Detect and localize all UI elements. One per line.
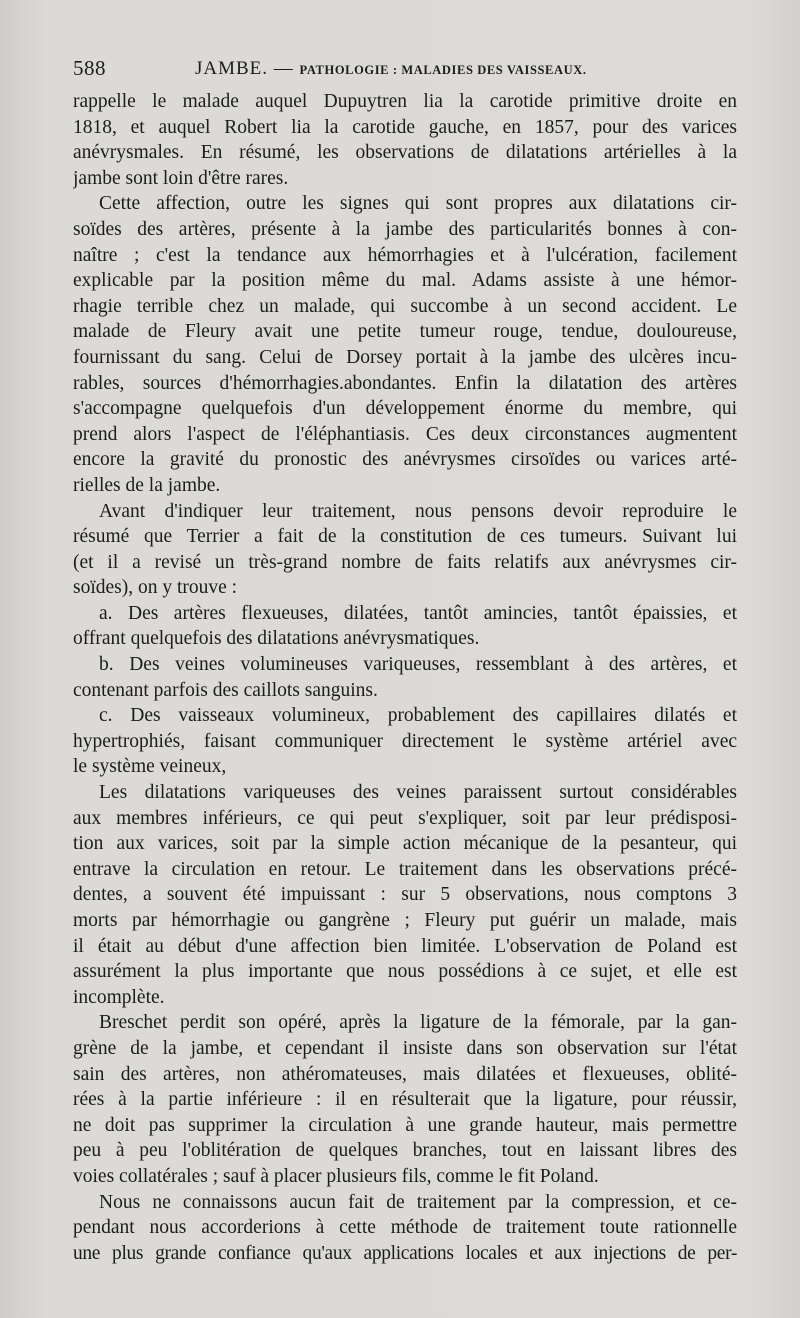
text-line: rées à la partie inférieure : il en résulterait que la ligature, pour réussir, xyxy=(73,1089,737,1111)
text-line: rhagie terrible chez un malade, qui succombe à un second accident. Le xyxy=(73,295,737,317)
running-head-main: JAMBE. xyxy=(195,58,269,79)
text-line: soïdes), on y trouve : xyxy=(73,577,238,599)
text-line: voies collatérales ; sauf à placer plusieurs fils, comme le fit Poland. xyxy=(73,1165,599,1187)
text-line: Les dilatations variqueuses des veines paraissent surtout considérables xyxy=(99,782,737,804)
text-line: offrant quelquefois des dilatations anévrysmatiques. xyxy=(73,628,480,650)
text-line: assurément la plus importante que nous possédions à ce sujet, et elle est xyxy=(73,961,737,983)
text-line: malade de Fleury avait une petite tumeur rouge, tendue, douloureuse, xyxy=(73,321,737,343)
text-line: b. Des veines volumineuses variqueuses, ressemblant à des artères, et xyxy=(99,654,737,676)
body-text xyxy=(73,89,737,1266)
text-line: Avant d'indiquer leur traitement, nous pensons devoir reproduire le xyxy=(99,500,737,522)
text-line: soïdes des artères, présente à la jambe des particularités bonnes à con- xyxy=(73,218,737,240)
text-line: Cette affection, outre les signes qui sont propres aux dilatations cir- xyxy=(99,193,737,215)
running-head-dash: — xyxy=(273,58,294,79)
running-head-title xyxy=(195,58,587,80)
text-line: hypertrophiés, faisant communiquer directement le système artériel avec xyxy=(73,730,737,752)
text-line: s'accompagne quelquefois d'un développement énorme du membre, qui xyxy=(73,398,737,420)
text-line: Breschet perdit son opéré, après la ligature de la fémorale, par la gan- xyxy=(99,1012,737,1034)
text-line: une plus grande confiance qu'aux applications locales et aux injections de per- xyxy=(73,1242,737,1264)
text-line: tion aux varices, soit par la simple action mécanique de la pesanteur, qui xyxy=(73,833,737,855)
text-line: explicable par la position même du mal. Adams assiste à une hémor- xyxy=(73,270,737,292)
text-line: pendant nous accorderions à cette méthode de traitement toute rationnelle xyxy=(73,1217,737,1239)
text-line: c. Des vaisseaux volumineux, probablement des capillaires dilatés et xyxy=(99,705,737,727)
text-line: morts par hémorrhagie ou gangrène ; Fleury put guérir un malade, mais xyxy=(73,910,737,931)
text-line: (et il a revisé un très-grand nombre de faits relatifs aux anévrysmes cir- xyxy=(73,551,737,573)
text-line: résumé que Terrier a fait de la constitution de ces tumeurs. Suivant lui xyxy=(73,526,737,548)
text-line: entrave la circulation en retour. Le traitement dans les observations précé- xyxy=(73,858,737,880)
text-line: il était au début d'une affection bien limitée. L'observation de Poland est xyxy=(73,935,737,957)
text-line: dentes, a souvent été impuissant : sur 5 observations, nous comptons 3 xyxy=(73,884,737,906)
text-line: anévrysmales. En résumé, les observations de dilatations artérielles à la xyxy=(73,142,737,164)
text-line: rielles de la jambe. xyxy=(73,474,221,496)
text-line: a. Des artères flexueuses, dilatées, tantôt amincies, tantôt épaissies, et xyxy=(99,602,737,624)
text-line: aux membres inférieurs, ce qui peut s'expliquer, soit par leur prédisposi- xyxy=(73,807,737,829)
text-line: le système veineux, xyxy=(73,756,227,778)
text-line: rappelle le malade auquel Dupuytren lia la carotide primitive droite en xyxy=(73,91,737,112)
text-line: encore la gravité du pronostic des anévrysmes cirsoïdes ou varices arté- xyxy=(73,449,737,471)
text-line: 1818, et auquel Robert lia la carotide gauche, en 1857, pour des varices xyxy=(73,116,737,138)
text-line: naître ; c'est la tendance aux hémorrhagies et à l'ulcération, facilement xyxy=(73,244,737,266)
text-line: prend alors l'aspect de l'éléphantiasis. Ces deux circonstances augmentent xyxy=(73,423,737,445)
text-line: contenant parfois des caillots sanguins. xyxy=(73,679,378,701)
text-line: peu à peu l'oblitération de quelques branches, tout en laissant libres des xyxy=(73,1140,737,1162)
text-line: Nous ne connaissons aucun fait de traitement par la compression, et ce- xyxy=(99,1191,737,1213)
page-number: 588 xyxy=(73,56,106,80)
text-line: fournissant du sang. Celui de Dorsey portait à la jambe des ulcères incu- xyxy=(73,346,737,368)
text-line: rables, sources d'hémorrhagies.abondantes. Enfin la dilatation des artères xyxy=(73,372,737,394)
text-line: ne doit pas supprimer la circulation à une grande hauteur, mais permettre xyxy=(73,1114,737,1136)
text-line: jambe sont loin d'être rares. xyxy=(73,167,289,189)
running-head xyxy=(73,56,740,86)
text-line: sain des artères, non athéromateuses, mais dilatées et flexueuses, oblité- xyxy=(73,1063,737,1085)
text-line: grène de la jambe, et cependant il insiste dans son observation sur l'état xyxy=(73,1037,737,1059)
running-head-subtitle: PATHOLOGIE : MALADIES DES VAISSEAUX. xyxy=(299,63,587,77)
text-line: incomplète. xyxy=(73,986,165,1008)
